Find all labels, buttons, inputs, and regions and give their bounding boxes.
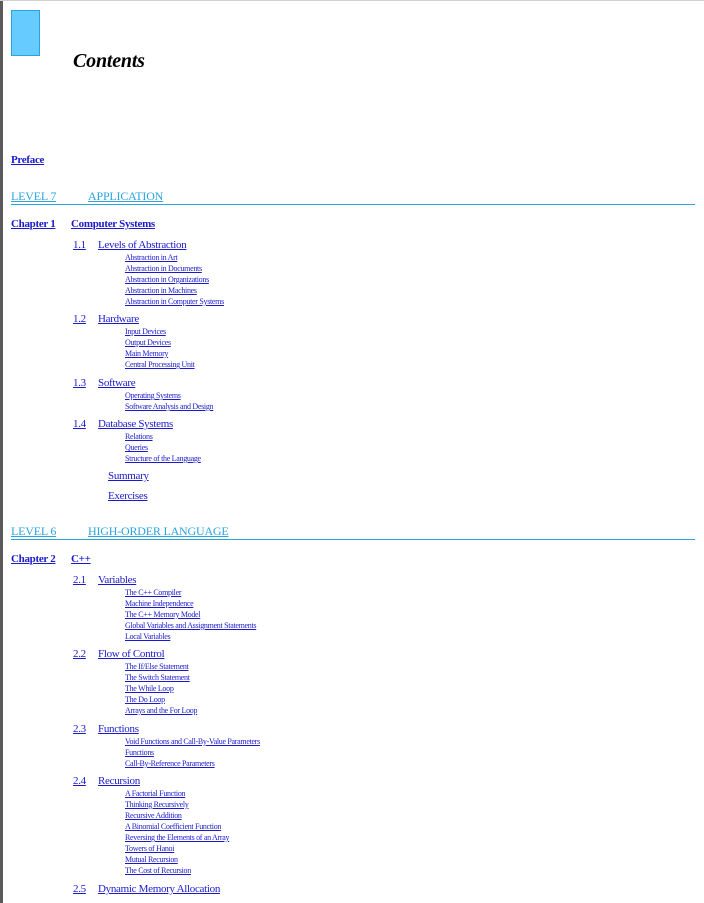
chapter-number[interactable]: Chapter 2 <box>11 553 56 565</box>
level-number[interactable]: LEVEL 7 <box>11 189 57 203</box>
section-number[interactable]: 2.1 <box>73 574 86 586</box>
subsection-link[interactable]: The While Loop <box>125 684 174 693</box>
subsection-link[interactable]: The C++ Compiler <box>125 588 182 597</box>
subsection-link[interactable]: The Do Loop <box>125 695 165 704</box>
subsection-link[interactable]: Input Devices <box>125 327 166 336</box>
section-number[interactable]: 1.4 <box>73 418 86 430</box>
chapter-title[interactable]: Computer Systems <box>71 218 155 230</box>
section-title[interactable]: Levels of Abstraction <box>98 239 187 251</box>
subsection-link[interactable]: Operating Systems <box>125 391 181 400</box>
subsection-link[interactable]: Queries <box>125 443 148 452</box>
section-title[interactable]: Recursion <box>98 775 140 787</box>
subsection-link[interactable]: Main Memory <box>125 349 169 358</box>
subsection-link[interactable]: Void Functions and Call-By-Value Parameters <box>125 737 260 746</box>
section-number[interactable]: 1.2 <box>73 313 86 325</box>
subsection-link[interactable]: Output Devices <box>125 338 171 347</box>
section-number[interactable]: 2.3 <box>73 723 86 735</box>
level-name[interactable]: APPLICATION <box>88 189 164 203</box>
subsection-link[interactable]: Machine Independence <box>125 599 194 608</box>
section-number[interactable]: 2.2 <box>73 648 86 660</box>
subsection-link[interactable]: Reversing the Elements of an Array <box>125 833 230 842</box>
subsection-link[interactable]: Software Analysis and Design <box>125 402 214 411</box>
section-title[interactable]: Software <box>98 377 136 389</box>
top-border <box>0 0 704 1</box>
exercises-link[interactable]: Exercises <box>108 490 148 502</box>
subsection-link[interactable]: The C++ Memory Model <box>125 610 201 619</box>
subsection-link[interactable]: Local Variables <box>125 632 171 641</box>
level-heading-7 <box>11 189 695 205</box>
subsection-link[interactable]: The If/Else Statement <box>125 662 189 671</box>
subsection-link[interactable]: Call-By-Reference Parameters <box>125 759 215 768</box>
section-number[interactable]: 2.4 <box>73 775 86 787</box>
subsection-link[interactable]: Abstraction in Documents <box>125 264 202 273</box>
subsection-link[interactable]: Functions <box>125 748 154 757</box>
subsection-link[interactable]: Central Processing Unit <box>125 360 195 369</box>
left-border <box>0 0 3 903</box>
subsection-link[interactable]: Relations <box>125 432 153 441</box>
subsection-link[interactable]: Recursive Addition <box>125 811 182 820</box>
subsection-link[interactable]: Abstraction in Art <box>125 253 178 262</box>
book-logo <box>11 10 40 56</box>
subsection-link[interactable]: Structure of the Language <box>125 454 201 463</box>
subsection-link[interactable]: Abstraction in Machines <box>125 286 197 295</box>
section-title[interactable]: Variables <box>98 574 137 586</box>
section-title[interactable]: Flow of Control <box>98 648 165 660</box>
subsection-link[interactable]: The Cost of Recursion <box>125 866 191 875</box>
subsection-link[interactable]: Towers of Hanoi <box>125 844 175 853</box>
section-title[interactable]: Dynamic Memory Allocation <box>98 883 221 895</box>
subsection-link[interactable]: The Switch Statement <box>125 673 190 682</box>
summary-link[interactable]: Summary <box>108 470 149 482</box>
section-title[interactable]: Hardware <box>98 313 139 325</box>
section-number[interactable]: 1.1 <box>73 239 86 251</box>
section-number[interactable]: 2.5 <box>73 883 86 895</box>
subsection-link[interactable]: Global Variables and Assignment Statements <box>125 621 257 630</box>
section-number[interactable]: 1.3 <box>73 377 86 389</box>
level-number[interactable]: LEVEL 6 <box>11 524 57 538</box>
subsection-link[interactable]: Abstraction in Organizations <box>125 275 209 284</box>
subsection-link[interactable]: Abstraction in Computer Systems <box>125 297 224 306</box>
preface-link[interactable]: Preface <box>11 154 45 166</box>
chapter-number[interactable]: Chapter 1 <box>11 218 56 230</box>
page-title: Contents <box>73 50 145 72</box>
subsection-link[interactable]: A Binomial Coefficient Function <box>125 822 222 831</box>
subsection-link[interactable]: Mutual Recursion <box>125 855 178 864</box>
subsection-link[interactable]: A Factorial Function <box>125 789 186 798</box>
section-title[interactable]: Functions <box>98 723 139 735</box>
chapter-title[interactable]: C++ <box>71 553 91 565</box>
subsection-link[interactable]: Arrays and the For Loop <box>125 706 198 715</box>
section-title[interactable]: Database Systems <box>98 418 173 430</box>
level-heading-6 <box>11 524 695 540</box>
subsection-link[interactable]: Thinking Recursively <box>125 800 189 809</box>
level-name[interactable]: HIGH-ORDER LANGUAGE <box>88 524 229 538</box>
